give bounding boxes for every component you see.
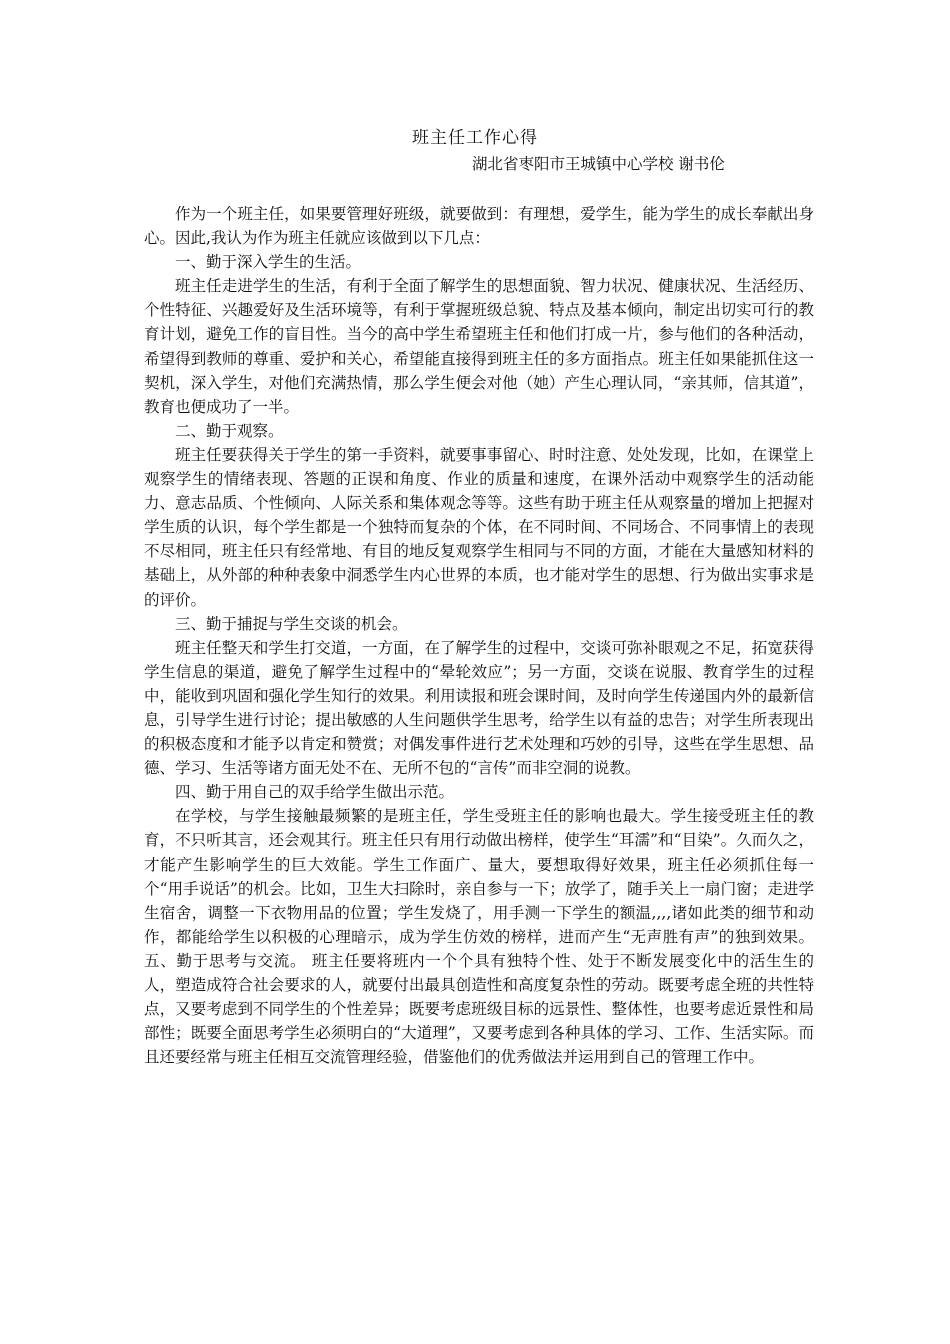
section-heading-2: 二、勤于观察。 (175, 421, 284, 440)
section-heading-4: 四、勤于用自己的双手给学生做出示范。 (175, 783, 455, 802)
document-title: 班主任工作心得 (412, 128, 538, 148)
document-body (144, 202, 814, 1069)
section-heading-3: 三、勤于捕捉与学生交谈的机会。 (175, 614, 408, 633)
document-author: 湖北省枣阳市王城镇中心学校 谢书伦 (472, 155, 725, 173)
section-paragraph-4: 在学校，与学生接触最频繁的是班主任，学生受班主任的影响也最大。学生接受班主任的教育，不只听其言，还会观其行。班主任只有用行动做出榜样，使学生“耳濡”和“目染”。久而久之，才能产生影响学生的巨大效能。学生工作面广、量大，要想取得好效果，班主任必须抓住每一个“用手说话”的机会。比如，卫生大扫除时，亲自参与一下；放学了，随手关上一扇门窗；走进学生宿舍，调整一下衣物用品的位置；学生发烧了，用手测一下学生的额温,,,,诸如此类的细节和动作，都能给学生以积极的心理暗示，成为学生仿效的榜样，进而产生“无声胜有声”的独到效果。 五、勤于思考与交流。 班主任要将班内一个个具有独特个性、处于不断发展变化中的活生生的人，塑造成符合社会要求的人，就要付出最具创造性和高度复杂性的劳动。既要考虑全班的共性特点，又要考虑到不同学生的个性差异；既要考虑班级目标的远景性、整体性，也要考虑近景性和局部性；既要全面思考学生必须明白的“大道理”，又要考虑到各种具体的学习、工作、生活实际。而且还要经常与班主任相互交流管理经验，借鉴他们的优秀做法并运用到自己的管理工作中。 (144, 807, 814, 1067)
section-paragraph-2: 班主任要获得关于学生的第一手资料，就要事事留心、时时注意、处处发现，比如，在课堂上观察学生的情绪表现、答题的正误和角度、作业的质量和速度，在课外活动中观察学生的活动能力、意志品质、个性倾向、人际关系和集体观念等等。这些有助于班主任从观察量的增加上把握对学生质的认识，每个学生都是一个独特而复杂的个体，在不同时间、不同场合、不同事情上的表现不尽相同，班主任只有经常地、有目的地反复观察学生相同与不同的方面，才能在大量感知材料的基础上，从外部的种种表象中洞悉学生内心世界的本质，也才能对学生的思想、行为做出实事求是的评价。 (144, 445, 814, 609)
section-paragraph-3: 班主任整天和学生打交道，一方面，在了解学生的过程中，交谈可弥补眼观之不足，拓宽获得学生信息的渠道，避免了解学生过程中的“晕轮效应”；另一方面，交谈在说服、教育学生的过程中，能收到巩固和强化学生知行的效果。利用读报和班会课时间，及时向学生传递国内外的最新信息，引导学生进行讨论；提出敏感的人生问题供学生思考，给学生以有益的忠告；对学生所表现出的积极态度和才能予以肯定和赞赏；对偶发事件进行艺术处理和巧妙的引导，这些在学生思想、品德、学习、生活等诸方面无处不在、无所不包的“言传”而非空洞的说教。 (144, 638, 814, 778)
section-paragraph-1: 班主任走进学生的生活，有利于全面了解学生的思想面貌、智力状况、健康状况、生活经历、个性特征、兴趣爱好及生活环境等，有利于掌握班级总貌、特点及基本倾向，制定出切实可行的教育计划，避免工作的盲目性。当今的高中学生希望班主任和他们打成一片，参与他们的各种活动，希望得到教师的尊重、爱护和关心，希望能直接得到班主任的多方面指点。班主任如果能抓住这一契机，深入学生，对他们充满热情，那么学生便会对他（她）产生心理认同，“亲其师，信其道”，教育也便成功了一半。 (144, 277, 814, 416)
section-heading-1: 一、勤于深入学生的生活。 (175, 253, 362, 272)
intro-paragraph: 作为一个班主任，如果要管理好班级，就要做到：有理想，爱学生，能为学生的成长奉献出身心。因此,我认为作为班主任就应该做到以下几点： (144, 205, 814, 248)
